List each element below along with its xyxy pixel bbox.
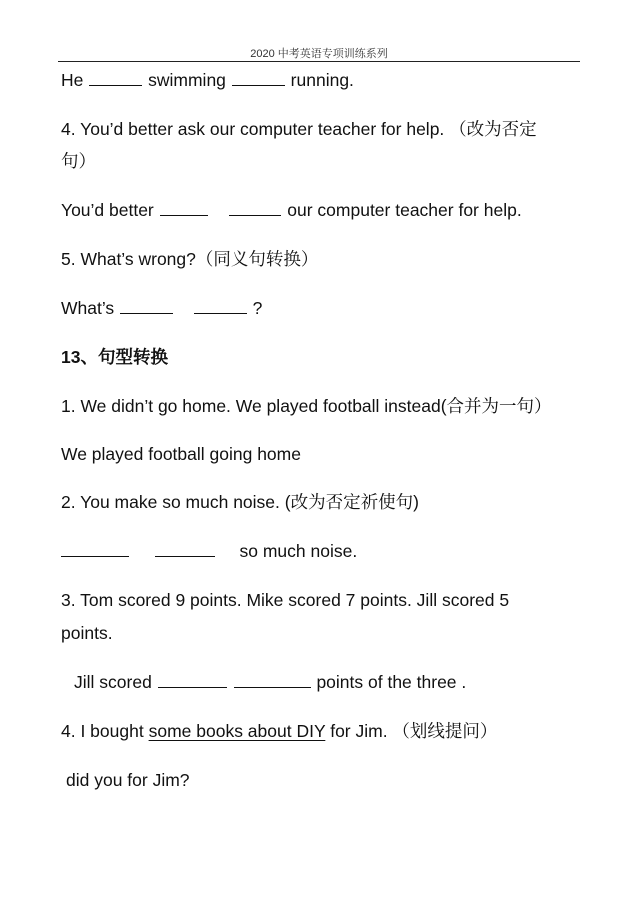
question-line: points. bbox=[61, 623, 113, 643]
answer-blank[interactable] bbox=[158, 672, 227, 688]
answer-blank[interactable] bbox=[61, 541, 129, 557]
exercise-line bbox=[61, 199, 582, 221]
line-text: He bbox=[61, 70, 84, 90]
answer-blank[interactable] bbox=[89, 70, 142, 86]
exercise-line bbox=[61, 297, 582, 319]
line-text: points of the three . bbox=[316, 672, 467, 692]
question-line: 5. What’s wrong?（同义句转换） bbox=[61, 249, 319, 269]
exercise-line bbox=[61, 540, 582, 562]
line-text: running. bbox=[290, 70, 354, 90]
answer-blank[interactable] bbox=[234, 672, 311, 688]
exercise-line: did you for Jim? bbox=[66, 770, 190, 790]
answer-blank[interactable] bbox=[229, 200, 281, 216]
exercise-line bbox=[74, 671, 582, 693]
line-text: ? bbox=[252, 298, 263, 318]
answer-blank[interactable] bbox=[194, 298, 247, 314]
page-header: 2020 中考英语专项训练系列 bbox=[250, 48, 388, 60]
answer-blank[interactable] bbox=[120, 298, 173, 314]
line-text: What’s bbox=[61, 298, 115, 318]
question-line: 句） bbox=[61, 151, 96, 171]
line-text: 4. I bought bbox=[61, 721, 144, 741]
line-text: for Jim. （划线提问） bbox=[330, 721, 498, 741]
line-text: You’d better bbox=[61, 200, 154, 220]
question-line bbox=[61, 720, 582, 742]
line-text: Jill scored bbox=[74, 672, 152, 692]
question-line: 4. You’d better ask our computer teacher for help. （改为否定 bbox=[61, 119, 537, 139]
answer-blank[interactable] bbox=[232, 70, 285, 86]
question-line: 3. Tom scored 9 points. Mike scored 7 points. Jill scored 5 bbox=[61, 590, 510, 610]
exercise-line: We played football going home bbox=[61, 444, 301, 464]
underlined-phrase: some books about DIY bbox=[148, 721, 326, 741]
line-text: our computer teacher for help. bbox=[287, 200, 522, 220]
question-line: 2. You make so much noise. (改为否定祈使句) bbox=[61, 492, 419, 512]
question-line: 1. We didn’t go home. We played football instead(合并为一句） bbox=[61, 396, 552, 416]
answer-blank[interactable] bbox=[160, 200, 208, 216]
answer-blank[interactable] bbox=[155, 541, 215, 557]
header-divider bbox=[58, 61, 580, 62]
line-text: so much noise. bbox=[239, 541, 358, 561]
section-title: 13、句型转换 bbox=[61, 347, 168, 367]
line-text: swimming bbox=[148, 70, 226, 90]
exercise-line bbox=[61, 69, 582, 91]
